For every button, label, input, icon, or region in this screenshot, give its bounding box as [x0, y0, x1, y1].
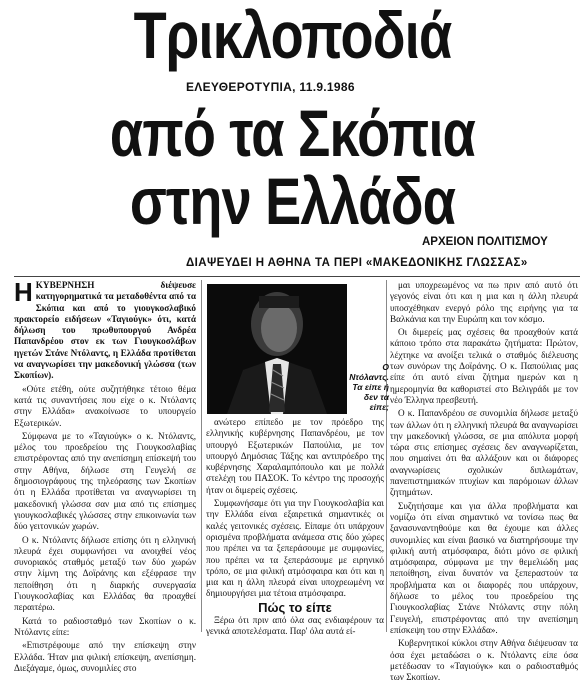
- article-column-3: [390, 280, 578, 685]
- archive-stamp: ΑΡΧΕΙΟΝ ΠΟΛΙΤΙΣΜΟΥ: [422, 236, 548, 248]
- paragraph: Κυβερνητικοί κύκλοι στην Αθήνα διέψευσαν τα όσα έχει μεταδώσει ο κ. Ντόλαντς είπε όσα μετέδωσαν το «Ταγιούγκ» και ο ραδιοσταθμός των Σκοπίων.: [390, 638, 578, 683]
- paragraph: «Ούτε ετέθη, ούτε συζητήθηκε τέτοιο θέμα κατά τις συναντήσεις που είχε ο κ. Ντόλαντς στην Ελλάδα» ανακοίνωσε το υπουργείο Εξωτερικών.: [14, 383, 196, 428]
- paragraph: Οι διμερείς μας σχέσεις θα προαχθούν κατά κάποιο τρόπο στα παρακάτω ζητήματα: Πρώτον, λέχτηκε να ανοίξει τελικά ο σταθμός διέλευσης των συνόρων της Δοϊράνης. Ο κ. Παπούλιας μας είπε ότι αυτό είναι ζήτημα ημερών και η ημερομηνία θα καθοριστεί στο Βελιγράδι με τον νέο Έλληνα πρεσβευτή.: [390, 327, 578, 405]
- article-column-1: [14, 277, 196, 676]
- header-rule: [14, 276, 580, 277]
- paragraph: Ο κ. Ντόλαντς δήλωσε επίσης ότι η ελληνική πλευρά έχει συμφωνήσει να ανοιχθεί νέος συνοριακός σταθμός μεταξύ των δύο χωρών στην λίμνη της Δοϊράνης και εξέφρασε την πεποίθηση ότι η διαρκής συνεργασία Γιουγκοσλαβίας και Ελλάδας θα προαχθεί περαιτέρω.: [14, 534, 196, 613]
- section-subtitle: Πώς το είπε: [258, 599, 332, 615]
- drop-cap: Η: [14, 277, 33, 307]
- photo-caption: Ο Ντόλαντς. Τα είπε ή δεν τα είπε;: [349, 362, 389, 412]
- article-column-2: [206, 417, 384, 640]
- column-divider: [386, 280, 387, 632]
- paragraph: Κατά το ραδιοσταθμό των Σκοπίων ο κ. Ντόλαντς είπε:: [14, 615, 196, 637]
- paragraph: Συμφωνήσαμε ότι για την Γιουγκοσλαβία και την Ελλάδα είναι εξαιρετικά σημαντικές οι καλές γειτονικές σχέσεις. Είπαμε ότι υπάρχουν ορισμένα προβλήματα ανάμεσα στις δύο χώρες που πρέπει να τα ξεπεράσουμε με συμφωνίες, που πρέπει να τα ξεπεράσουμε με ειρηνικό τρόπο, σε μια φιλική ατμόσφαιρα και ότι και η μια και η άλλη πλευρά είναι υποχρεωμένη να δημιουργήσει μια τέτοια ατμόσφαιρα.: [206, 498, 384, 599]
- paragraph: Σύμφωνα με το «Ταγιούγκ» ο κ. Ντόλαντς, μέλος του προεδρείου της Γιουγκοσλαβίας επιστρέφοντας από την ανεπίσημη επίσκεψή του στην Αθήνα, δήλωσε στη Γευγελή σε δημοσιογράφους της τηλεόρασης των Σκοπίων ότι η Ελλάδα προτίθεται να αναγνωρίσει τη μακεδονική γλώσσα σαν μια από τις επίσημες γιουγκοσλαβικές γλώσσες στην επικοινωνία των δύο γειτονικών χωρών.: [14, 430, 196, 532]
- paragraph: μαι υποχρεωμένος να πω πριν από αυτό ότι γεγονός είναι ότι και η μια και η άλλη πλευρά υποσχέθηκαν ενεργό ρόλο της ειρήνης για τα Βαλκάνια και την Ευρώπη και τον κόσμο.: [390, 280, 578, 324]
- headline-line-2: από τα Σκόπια: [109, 96, 476, 170]
- paragraph: Ο κ. Παπανδρέου σε συνομιλία δήλωσε μεταξύ των άλλων ότι η ελληνική πλευρά θα αναγνωρίσει την μακεδονική γλώσσα, σε μια απόλυτα μορφή τώρα στις επίσημες σχέσεις δεν αναγνωρίζεται, που σημαίνει ότι θα αλλάξουν και οι διάφορες αναγνωρίσεις σχολικών διπλωμάτων, πανεπιστημιακών πτυχίων και παρόμοιων άλλων ζητημάτων.: [390, 408, 578, 498]
- source-line: ΕΛΕΥΘΕΡΟΤΥΠΙΑ, 11.9.1986: [186, 80, 355, 94]
- paragraph: ανώτερο επίπεδο με τον πρόεδρο της ελληνικής κυβέρνησης Παπανδρέου, με τον υπουργό Εξωτερικών Παπούλια, με τον υπουργό Δημόσιας Τάξης και αντιπρόεδρο της κυβέρνησης Χαραλαμπόπουλο και με πολλά στελέχη του ΠΑΣΟΚ. Το κέντρο της προσοχής ήταν οι διμερείς σχέσεις.: [206, 417, 384, 495]
- lead-paragraph: [14, 277, 196, 382]
- subheadline: ΔΙΑΨΕΥΔΕΙ Η ΑΘΗΝΑ ΤΑ ΠΕΡΙ «ΜΑΚΕΔΟΝΙΚΗΣ ΓΛΩΣΣΑΣ»: [186, 257, 528, 269]
- paragraph: Ξέρω ότι πριν από όλα σας ενδιαφέρουν τα γενικά αποτελέσματα. Παρ' όλα αυτά εί-: [206, 615, 384, 637]
- lead-text: ΚΥΒΕΡΝΗΣΗ διέψευσε κατηγορηματικά τα μεταδοθέντα από τα Σκόπια και από το γιουγκοσλαβικό πρακτορείο ειδήσεων «Ταγιούγκ» ότι, κατά δήλωση του πρωθυπουργού Ανδρέα Παπανδρέου στον εκ των Γιουγκοσλάβων ηγετών Στάνε Ντόλαντς, η Ελλάδα προτίθεται να αναγνωρίσει την μακεδονική γλώσσα (των Σκοπίων).: [14, 280, 196, 381]
- portrait-illustration: [207, 284, 347, 414]
- headline-line-1: Τρικλοποδιά: [133, 0, 452, 72]
- column-divider: [201, 280, 202, 632]
- paragraph: Συζητήσαμε και για άλλα προβλήματα και νομίζω ότι είναι σημαντικό να τονίσω πως θα ξανασυναντηθούμε και θα έχουμε και άλλες συνομιλίες και είναι βασικό να διατηρήσουμε την φιλική αυτή ατμόσφαιρα, διότι μόνο σε φιλική ατμόσφαιρα, σύμφωνα με την θεμελιώδη μας πεποίθηση, είναι δυνατόν να ξεπεραστούν τα προβλήματα και οι διαφορές που υπάρχουν, δήλωσε το μέλος του προεδρείου της Γιουγκοσλαβίας Στάνε Ντόλαντς στην πόλη Γευγελή, επιστρέφοντας από την ανεπίσημη επίσκεψη του στην Ελλάδα».: [390, 500, 578, 635]
- headline-line-3: στην Ελλάδα: [129, 164, 456, 238]
- paragraph: «Επιστρέφουμε από την επίσκεψη στην Ελλάδα. Ήταν μια φιλική επίσκεψη, ανεπίσημη. Διεξάγαμε, όμως, συνομιλίες στο: [14, 640, 196, 673]
- portrait-photo: [207, 284, 347, 414]
